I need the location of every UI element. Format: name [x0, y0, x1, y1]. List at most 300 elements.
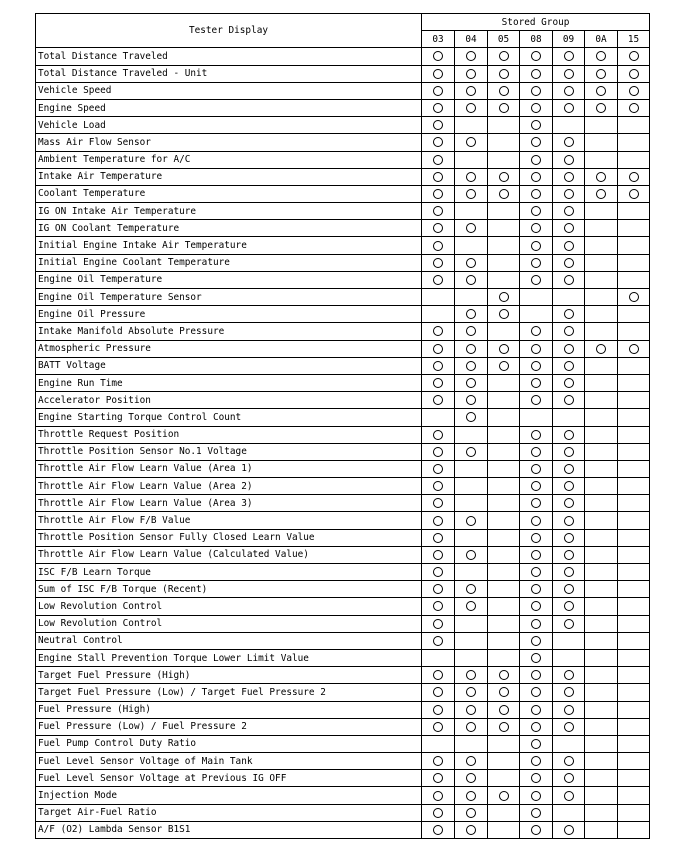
circle-mark-icon — [531, 344, 541, 354]
parameter-label: Fuel Level Sensor Voltage at Previous IG OFF — [36, 770, 422, 787]
group-code-08: 08 — [520, 31, 553, 48]
mark-cell-09 — [553, 306, 585, 323]
mark-cell-0A — [585, 237, 618, 254]
mark-cell-0A — [585, 495, 618, 512]
mark-cell-04 — [455, 701, 488, 718]
mark-cell-04 — [455, 254, 488, 271]
mark-cell-15 — [618, 65, 650, 82]
mark-cell-05 — [488, 271, 520, 288]
circle-mark-icon — [596, 103, 606, 113]
circle-mark-icon — [531, 481, 541, 491]
circle-mark-icon — [466, 516, 476, 526]
mark-cell-03 — [422, 804, 455, 821]
table-row — [36, 168, 650, 185]
parameter-label: Intake Air Temperature — [36, 168, 422, 185]
circle-mark-icon — [564, 567, 574, 577]
mark-cell-09 — [553, 804, 585, 821]
mark-cell-05 — [488, 564, 520, 581]
mark-cell-0A — [585, 99, 618, 116]
table-row — [36, 426, 650, 443]
mark-cell-09 — [553, 340, 585, 357]
circle-mark-icon — [466, 258, 476, 268]
mark-cell-04 — [455, 426, 488, 443]
mark-cell-08 — [520, 443, 553, 460]
mark-cell-15 — [618, 512, 650, 529]
mark-cell-0A — [585, 581, 618, 598]
mark-cell-08 — [520, 495, 553, 512]
table-row — [36, 581, 650, 598]
mark-cell-05 — [488, 237, 520, 254]
mark-cell-04 — [455, 48, 488, 65]
circle-mark-icon — [433, 189, 443, 199]
mark-cell-05 — [488, 735, 520, 752]
table-row — [36, 615, 650, 632]
mark-cell-08 — [520, 151, 553, 168]
circle-mark-icon — [466, 275, 476, 285]
circle-mark-icon — [531, 584, 541, 594]
mark-cell-0A — [585, 117, 618, 134]
circle-mark-icon — [466, 791, 476, 801]
circle-mark-icon — [466, 687, 476, 697]
mark-cell-04 — [455, 821, 488, 838]
mark-cell-09 — [553, 374, 585, 391]
mark-cell-08 — [520, 512, 553, 529]
table-row — [36, 564, 650, 581]
mark-cell-04 — [455, 735, 488, 752]
mark-cell-03 — [422, 99, 455, 116]
mark-cell-08 — [520, 564, 553, 581]
circle-mark-icon — [531, 326, 541, 336]
circle-mark-icon — [499, 309, 509, 319]
mark-cell-05 — [488, 581, 520, 598]
mark-cell-03 — [422, 254, 455, 271]
mark-cell-04 — [455, 546, 488, 563]
mark-cell-09 — [553, 718, 585, 735]
mark-cell-09 — [553, 632, 585, 649]
mark-cell-15 — [618, 735, 650, 752]
circle-mark-icon — [499, 51, 509, 61]
circle-mark-icon — [596, 189, 606, 199]
circle-mark-icon — [433, 533, 443, 543]
circle-mark-icon — [466, 722, 476, 732]
mark-cell-04 — [455, 374, 488, 391]
table-row — [36, 203, 650, 220]
mark-cell-08 — [520, 649, 553, 666]
mark-cell-03 — [422, 134, 455, 151]
mark-cell-15 — [618, 203, 650, 220]
mark-cell-0A — [585, 306, 618, 323]
mark-cell-0A — [585, 460, 618, 477]
mark-cell-03 — [422, 735, 455, 752]
mark-cell-15 — [618, 495, 650, 512]
mark-cell-09 — [553, 48, 585, 65]
circle-mark-icon — [531, 361, 541, 371]
circle-mark-icon — [531, 172, 541, 182]
mark-cell-03 — [422, 289, 455, 306]
parameter-label: Throttle Position Sensor Fully Closed Learn Value — [36, 529, 422, 546]
mark-cell-08 — [520, 117, 553, 134]
mark-cell-08 — [520, 821, 553, 838]
circle-mark-icon — [564, 344, 574, 354]
mark-cell-09 — [553, 649, 585, 666]
mark-cell-09 — [553, 220, 585, 237]
circle-mark-icon — [596, 344, 606, 354]
parameter-label: Initial Engine Intake Air Temperature — [36, 237, 422, 254]
group-code-09: 09 — [553, 31, 585, 48]
parameter-label: A/F (O2) Lambda Sensor B1S1 — [36, 821, 422, 838]
mark-cell-0A — [585, 787, 618, 804]
mark-cell-03 — [422, 374, 455, 391]
mark-cell-15 — [618, 581, 650, 598]
circle-mark-icon — [564, 430, 574, 440]
mark-cell-04 — [455, 804, 488, 821]
table-row — [36, 787, 650, 804]
table-row — [36, 254, 650, 271]
mark-cell-08 — [520, 357, 553, 374]
parameter-label: Vehicle Load — [36, 117, 422, 134]
mark-cell-0A — [585, 649, 618, 666]
circle-mark-icon — [466, 808, 476, 818]
circle-mark-icon — [433, 773, 443, 783]
mark-cell-08 — [520, 237, 553, 254]
table-row — [36, 392, 650, 409]
circle-mark-icon — [466, 412, 476, 422]
circle-mark-icon — [531, 550, 541, 560]
circle-mark-icon — [629, 103, 639, 113]
mark-cell-05 — [488, 185, 520, 202]
circle-mark-icon — [433, 103, 443, 113]
mark-cell-15 — [618, 185, 650, 202]
mark-cell-09 — [553, 770, 585, 787]
mark-cell-04 — [455, 787, 488, 804]
mark-cell-08 — [520, 254, 553, 271]
mark-cell-08 — [520, 804, 553, 821]
mark-cell-08 — [520, 306, 553, 323]
mark-cell-08 — [520, 632, 553, 649]
group-code-15: 15 — [618, 31, 650, 48]
mark-cell-08 — [520, 134, 553, 151]
mark-cell-05 — [488, 357, 520, 374]
circle-mark-icon — [531, 430, 541, 440]
mark-cell-08 — [520, 615, 553, 632]
circle-mark-icon — [596, 69, 606, 79]
mark-cell-05 — [488, 99, 520, 116]
mark-cell-04 — [455, 82, 488, 99]
circle-mark-icon — [564, 361, 574, 371]
mark-cell-0A — [585, 546, 618, 563]
mark-cell-15 — [618, 821, 650, 838]
mark-cell-0A — [585, 134, 618, 151]
circle-mark-icon — [466, 756, 476, 766]
mark-cell-04 — [455, 598, 488, 615]
mark-cell-08 — [520, 289, 553, 306]
mark-cell-05 — [488, 649, 520, 666]
mark-cell-08 — [520, 546, 553, 563]
circle-mark-icon — [531, 533, 541, 543]
mark-cell-0A — [585, 564, 618, 581]
mark-cell-08 — [520, 168, 553, 185]
mark-cell-05 — [488, 426, 520, 443]
mark-cell-04 — [455, 357, 488, 374]
circle-mark-icon — [433, 172, 443, 182]
parameter-label: Fuel Pressure (Low) / Fuel Pressure 2 — [36, 718, 422, 735]
mark-cell-03 — [422, 753, 455, 770]
mark-cell-15 — [618, 529, 650, 546]
mark-cell-15 — [618, 564, 650, 581]
mark-cell-15 — [618, 701, 650, 718]
mark-cell-04 — [455, 753, 488, 770]
table-row — [36, 82, 650, 99]
parameter-label: Throttle Air Flow Learn Value (Area 1) — [36, 460, 422, 477]
circle-mark-icon — [433, 241, 443, 251]
circle-mark-icon — [531, 567, 541, 577]
circle-mark-icon — [531, 155, 541, 165]
circle-mark-icon — [531, 86, 541, 96]
mark-cell-09 — [553, 357, 585, 374]
mark-cell-0A — [585, 409, 618, 426]
table-row — [36, 409, 650, 426]
mark-cell-05 — [488, 289, 520, 306]
mark-cell-08 — [520, 598, 553, 615]
mark-cell-05 — [488, 684, 520, 701]
mark-cell-04 — [455, 581, 488, 598]
circle-mark-icon — [531, 241, 541, 251]
mark-cell-09 — [553, 546, 585, 563]
parameter-label: Engine Oil Pressure — [36, 306, 422, 323]
circle-mark-icon — [531, 120, 541, 130]
circle-mark-icon — [433, 69, 443, 79]
circle-mark-icon — [466, 447, 476, 457]
mark-cell-05 — [488, 821, 520, 838]
tester-display-header: Tester Display — [36, 14, 422, 48]
mark-cell-04 — [455, 443, 488, 460]
mark-cell-05 — [488, 770, 520, 787]
mark-cell-03 — [422, 82, 455, 99]
circle-mark-icon — [433, 567, 443, 577]
mark-cell-08 — [520, 460, 553, 477]
mark-cell-0A — [585, 48, 618, 65]
mark-cell-0A — [585, 374, 618, 391]
table-row — [36, 701, 650, 718]
mark-cell-03 — [422, 392, 455, 409]
circle-mark-icon — [531, 69, 541, 79]
mark-cell-09 — [553, 271, 585, 288]
circle-mark-icon — [564, 69, 574, 79]
mark-cell-0A — [585, 323, 618, 340]
mark-cell-15 — [618, 254, 650, 271]
mark-cell-0A — [585, 667, 618, 684]
mark-cell-08 — [520, 529, 553, 546]
mark-cell-03 — [422, 203, 455, 220]
mark-cell-03 — [422, 649, 455, 666]
mark-cell-0A — [585, 615, 618, 632]
mark-cell-08 — [520, 667, 553, 684]
mark-cell-04 — [455, 117, 488, 134]
circle-mark-icon — [564, 189, 574, 199]
circle-mark-icon — [564, 516, 574, 526]
circle-mark-icon — [466, 670, 476, 680]
circle-mark-icon — [466, 378, 476, 388]
parameter-label: IG ON Intake Air Temperature — [36, 203, 422, 220]
mark-cell-03 — [422, 718, 455, 735]
mark-cell-04 — [455, 289, 488, 306]
circle-mark-icon — [564, 533, 574, 543]
circle-mark-icon — [564, 601, 574, 611]
group-code-0A: 0A — [585, 31, 618, 48]
circle-mark-icon — [433, 378, 443, 388]
parameter-label: Target Fuel Pressure (Low) / Target Fuel Pressure 2 — [36, 684, 422, 701]
circle-mark-icon — [466, 550, 476, 560]
table-row — [36, 117, 650, 134]
parameter-label: Total Distance Traveled — [36, 48, 422, 65]
table-row — [36, 718, 650, 735]
circle-mark-icon — [531, 653, 541, 663]
mark-cell-03 — [422, 460, 455, 477]
circle-mark-icon — [531, 739, 541, 749]
circle-mark-icon — [564, 137, 574, 147]
parameter-label: Neutral Control — [36, 632, 422, 649]
circle-mark-icon — [531, 791, 541, 801]
circle-mark-icon — [564, 275, 574, 285]
circle-mark-icon — [466, 344, 476, 354]
circle-mark-icon — [499, 705, 509, 715]
mark-cell-09 — [553, 323, 585, 340]
mark-cell-05 — [488, 323, 520, 340]
circle-mark-icon — [531, 51, 541, 61]
circle-mark-icon — [564, 687, 574, 697]
mark-cell-04 — [455, 478, 488, 495]
mark-cell-0A — [585, 443, 618, 460]
circle-mark-icon — [564, 773, 574, 783]
mark-cell-03 — [422, 306, 455, 323]
circle-mark-icon — [433, 430, 443, 440]
mark-cell-04 — [455, 718, 488, 735]
mark-cell-15 — [618, 237, 650, 254]
mark-cell-03 — [422, 237, 455, 254]
mark-cell-15 — [618, 667, 650, 684]
mark-cell-09 — [553, 735, 585, 752]
mark-cell-04 — [455, 564, 488, 581]
mark-cell-09 — [553, 134, 585, 151]
mark-cell-08 — [520, 718, 553, 735]
table-row — [36, 735, 650, 752]
mark-cell-15 — [618, 684, 650, 701]
mark-cell-09 — [553, 237, 585, 254]
mark-cell-05 — [488, 701, 520, 718]
mark-cell-04 — [455, 770, 488, 787]
circle-mark-icon — [466, 584, 476, 594]
table-row — [36, 753, 650, 770]
parameter-label: Engine Oil Temperature Sensor — [36, 289, 422, 306]
mark-cell-03 — [422, 512, 455, 529]
circle-mark-icon — [433, 791, 443, 801]
circle-mark-icon — [564, 86, 574, 96]
circle-mark-icon — [531, 516, 541, 526]
parameter-label: IG ON Coolant Temperature — [36, 220, 422, 237]
mark-cell-03 — [422, 564, 455, 581]
circle-mark-icon — [433, 51, 443, 61]
parameter-label: Throttle Position Sensor No.1 Voltage — [36, 443, 422, 460]
table-row — [36, 804, 650, 821]
mark-cell-05 — [488, 632, 520, 649]
circle-mark-icon — [466, 705, 476, 715]
circle-mark-icon — [531, 722, 541, 732]
circle-mark-icon — [531, 808, 541, 818]
mark-cell-15 — [618, 753, 650, 770]
mark-cell-05 — [488, 615, 520, 632]
mark-cell-05 — [488, 460, 520, 477]
circle-mark-icon — [531, 258, 541, 268]
mark-cell-15 — [618, 804, 650, 821]
mark-cell-09 — [553, 512, 585, 529]
mark-cell-15 — [618, 99, 650, 116]
circle-mark-icon — [466, 137, 476, 147]
circle-mark-icon — [564, 51, 574, 61]
mark-cell-05 — [488, 151, 520, 168]
mark-cell-04 — [455, 134, 488, 151]
circle-mark-icon — [499, 86, 509, 96]
mark-cell-03 — [422, 598, 455, 615]
mark-cell-03 — [422, 409, 455, 426]
table-row — [36, 649, 650, 666]
mark-cell-03 — [422, 615, 455, 632]
mark-cell-08 — [520, 409, 553, 426]
table-row — [36, 271, 650, 288]
mark-cell-04 — [455, 151, 488, 168]
mark-cell-03 — [422, 684, 455, 701]
mark-cell-08 — [520, 340, 553, 357]
circle-mark-icon — [433, 825, 443, 835]
mark-cell-03 — [422, 151, 455, 168]
mark-cell-03 — [422, 495, 455, 512]
mark-cell-05 — [488, 512, 520, 529]
mark-cell-03 — [422, 529, 455, 546]
mark-cell-09 — [553, 65, 585, 82]
circle-mark-icon — [564, 172, 574, 182]
mark-cell-09 — [553, 495, 585, 512]
mark-cell-09 — [553, 254, 585, 271]
mark-cell-0A — [585, 289, 618, 306]
mark-cell-09 — [553, 753, 585, 770]
mark-cell-09 — [553, 787, 585, 804]
parameter-label: Low Revolution Control — [36, 615, 422, 632]
parameter-label: Fuel Pressure (High) — [36, 701, 422, 718]
mark-cell-0A — [585, 340, 618, 357]
parameter-label: Total Distance Traveled - Unit — [36, 65, 422, 82]
mark-cell-08 — [520, 203, 553, 220]
mark-cell-09 — [553, 117, 585, 134]
circle-mark-icon — [531, 619, 541, 629]
table-row — [36, 512, 650, 529]
mark-cell-15 — [618, 289, 650, 306]
mark-cell-03 — [422, 701, 455, 718]
mark-cell-15 — [618, 770, 650, 787]
circle-mark-icon — [433, 516, 443, 526]
circle-mark-icon — [433, 155, 443, 165]
parameter-label: Fuel Pump Control Duty Ratio — [36, 735, 422, 752]
mark-cell-15 — [618, 718, 650, 735]
mark-cell-08 — [520, 753, 553, 770]
mark-cell-08 — [520, 426, 553, 443]
circle-mark-icon — [466, 69, 476, 79]
circle-mark-icon — [433, 86, 443, 96]
mark-cell-15 — [618, 134, 650, 151]
circle-mark-icon — [531, 378, 541, 388]
mark-cell-04 — [455, 512, 488, 529]
circle-mark-icon — [433, 326, 443, 336]
table-row — [36, 134, 650, 151]
mark-cell-08 — [520, 185, 553, 202]
